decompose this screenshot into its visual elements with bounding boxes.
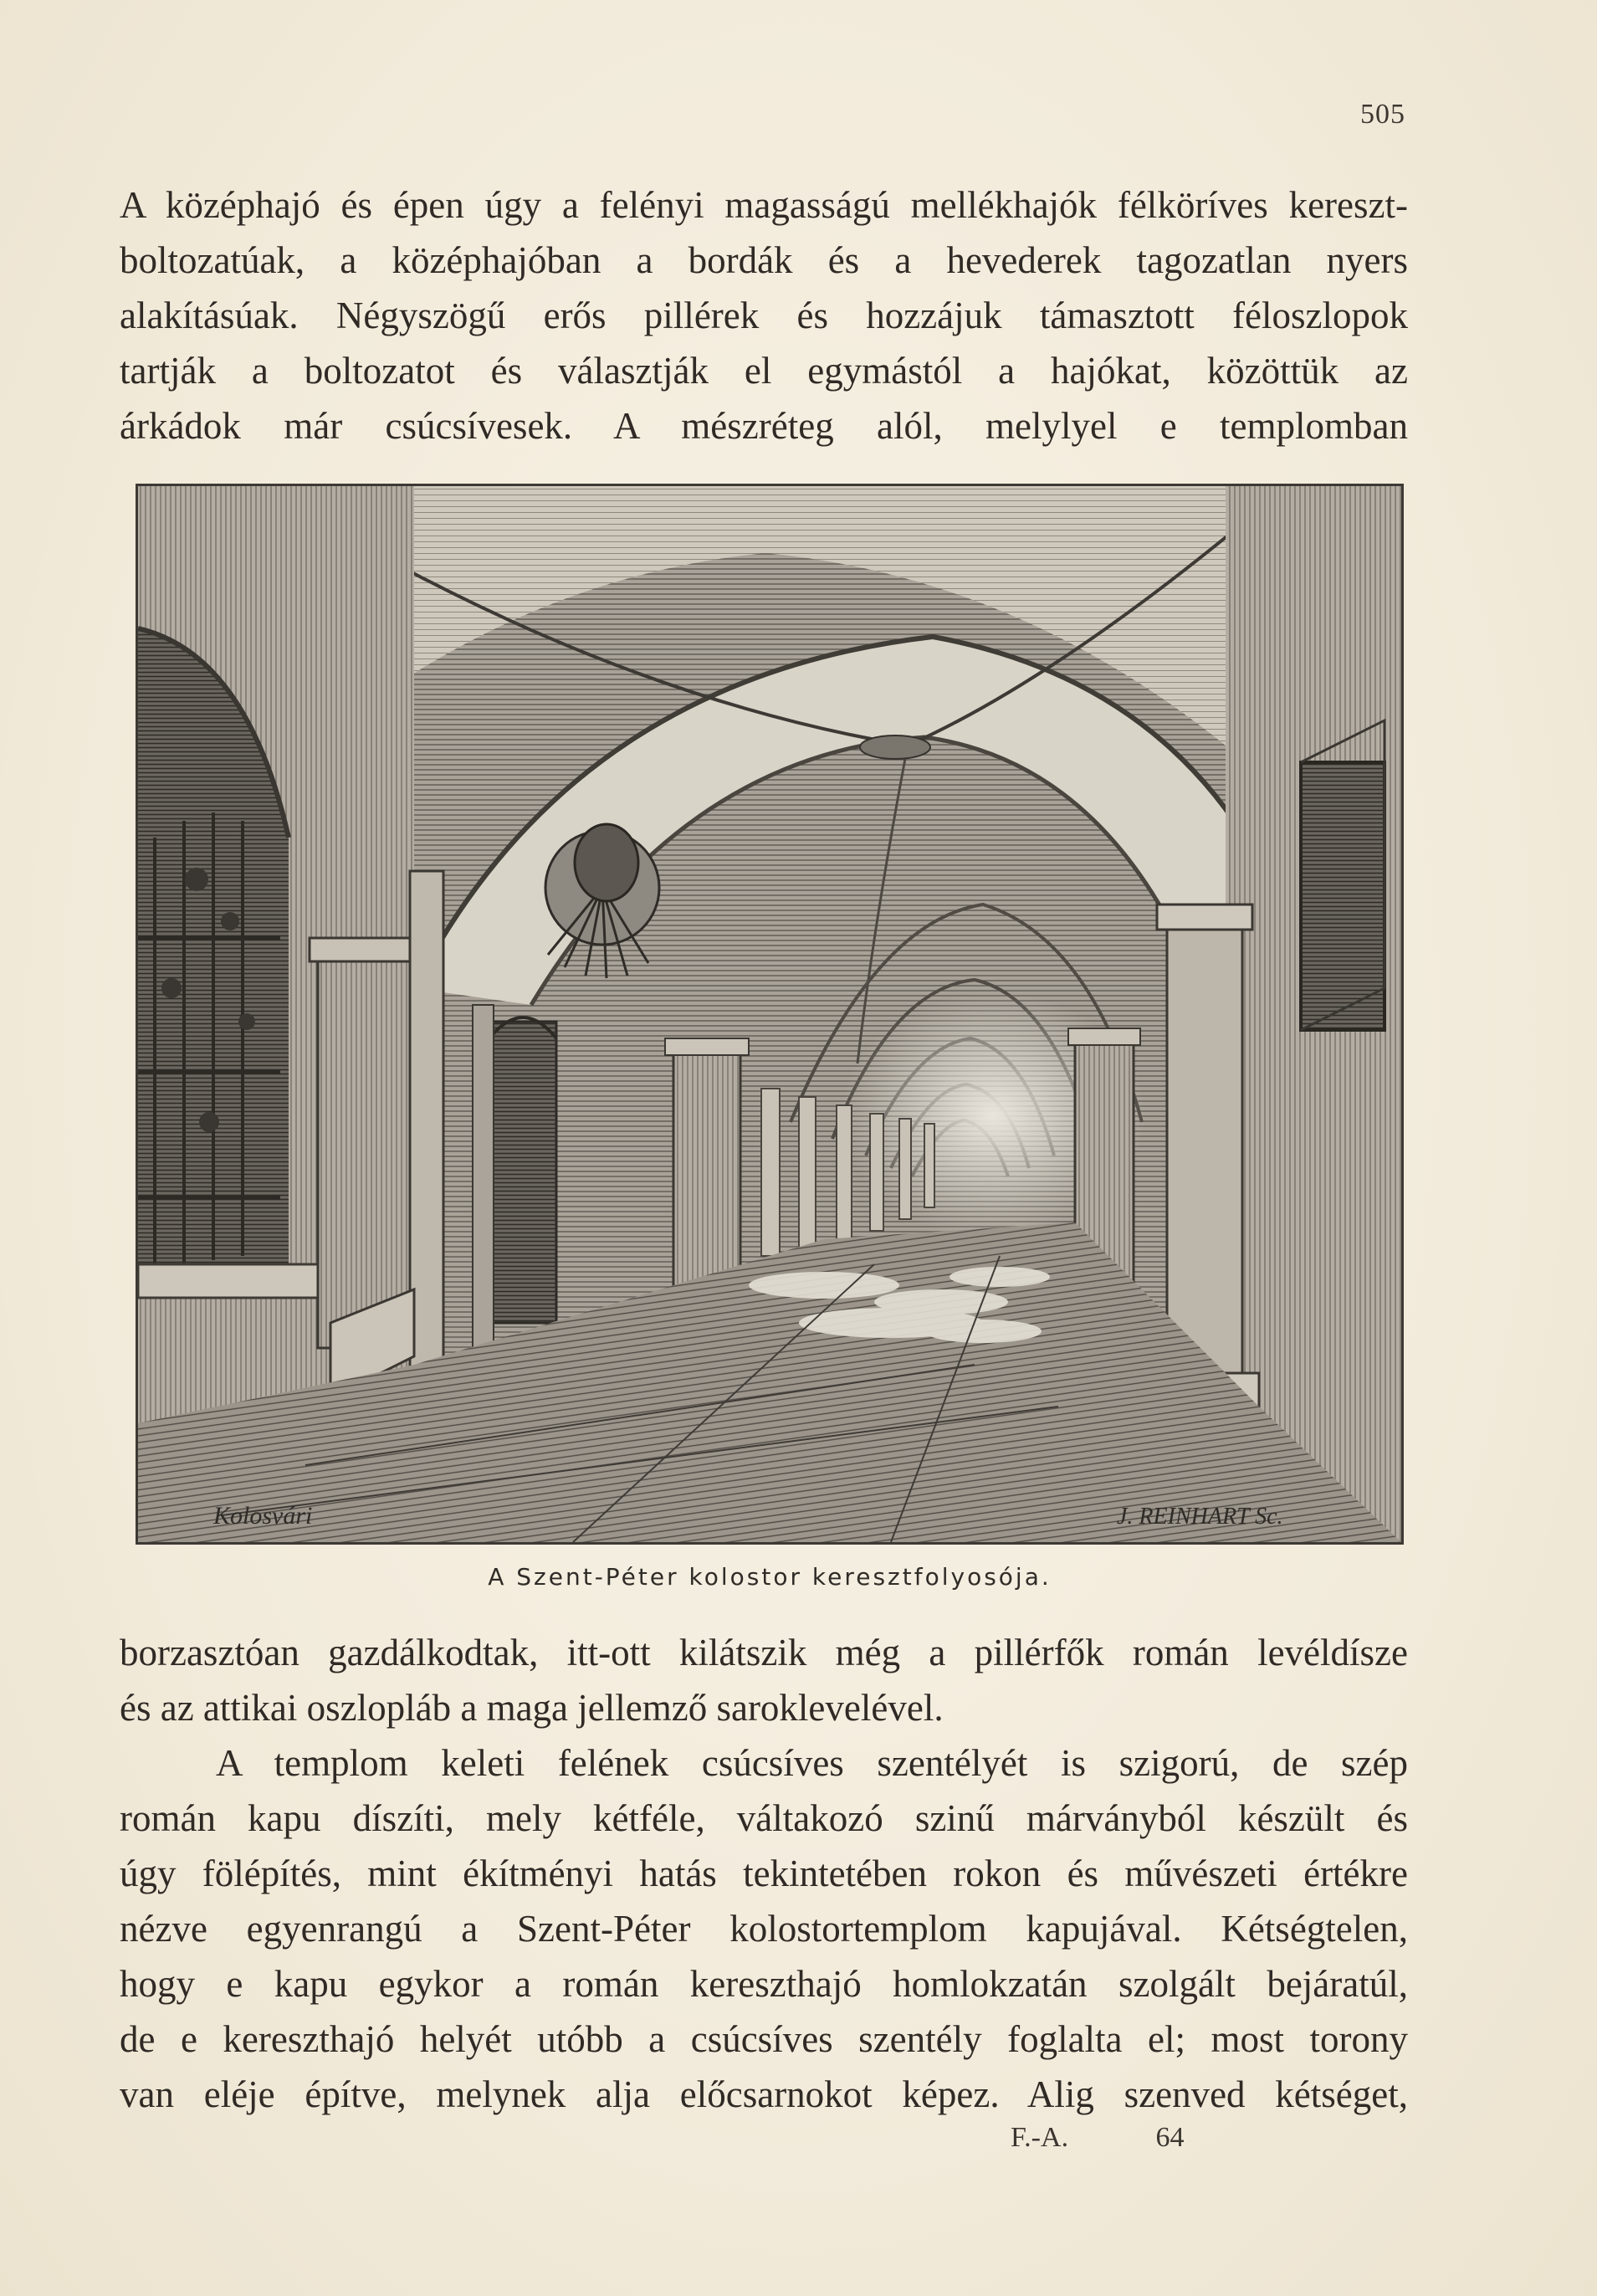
text-line: borzasztóan gazdálkodtak, itt-ott kilátszik még a pillérfők román levéldísze — [120, 1632, 1408, 1673]
signature-mark: F.-A. — [1011, 2122, 1069, 2153]
text-line: boltozatúak, a középhajóban a bordák és a hevederek tagozatlan nyers — [120, 239, 1408, 281]
text-line: román kapu díszíti, mely kétféle, váltakozó szinű márványból készült és — [120, 1797, 1408, 1839]
text-line: A középhajó és épen úgy a felényi magasságú mellékhajók félköríves kereszt- — [120, 184, 1408, 226]
text-line: tartják a boltozatot és választják el egymástól a hajókat, közöttük az — [120, 350, 1408, 392]
signature-number: 64 — [1155, 2122, 1185, 2153]
engraver-signature-right: J. REINHART Sc. — [1117, 1504, 1283, 1530]
paragraph-top — [120, 177, 1408, 454]
text-line: A templom keleti felének csúcsíves szentélyét is szigorú, de szép — [216, 1742, 1408, 1784]
text-line: van eléje építve, melynek alja előcsarnokot képez. Alig szenved kétséget, — [120, 2073, 1408, 2115]
figure-caption: A Szent-Péter kolostor keresztfolyosója. — [488, 1563, 1052, 1591]
engraver-signature-left: Kolosvári — [213, 1502, 313, 1530]
text-line: de e kereszthajó helyét utóbb a csúcsíves szentély foglalta el; most torony — [120, 2018, 1408, 2060]
text-line: árkádok már csúcsívesek. A mészréteg alól, melylyel e templomban — [120, 405, 1408, 447]
text-line: nézve egyenrangú a Szent-Péter kolostortemplom kapujával. Kétségtelen, — [120, 1908, 1408, 1950]
printer-signature — [1011, 2122, 1404, 2154]
page-number: 505 — [1360, 99, 1405, 130]
text-line: hogy e kapu egykor a román kereszthajó homlokzatán szolgált bejáratúl, — [120, 1963, 1408, 2005]
cloister-engraving — [136, 484, 1404, 1545]
text-line: alakításúak. Négyszögű erős pillérek és hozzájuk támasztott féloszlopok — [120, 295, 1408, 336]
paragraph-bottom — [120, 1625, 1408, 2122]
text-line: és az attikai oszlopláb a maga jellemző saroklevelével. — [120, 1687, 944, 1729]
text-line: úgy fölépítés, mint ékítményi hatás tekintetében rokon és művészeti értékre — [120, 1853, 1408, 1894]
